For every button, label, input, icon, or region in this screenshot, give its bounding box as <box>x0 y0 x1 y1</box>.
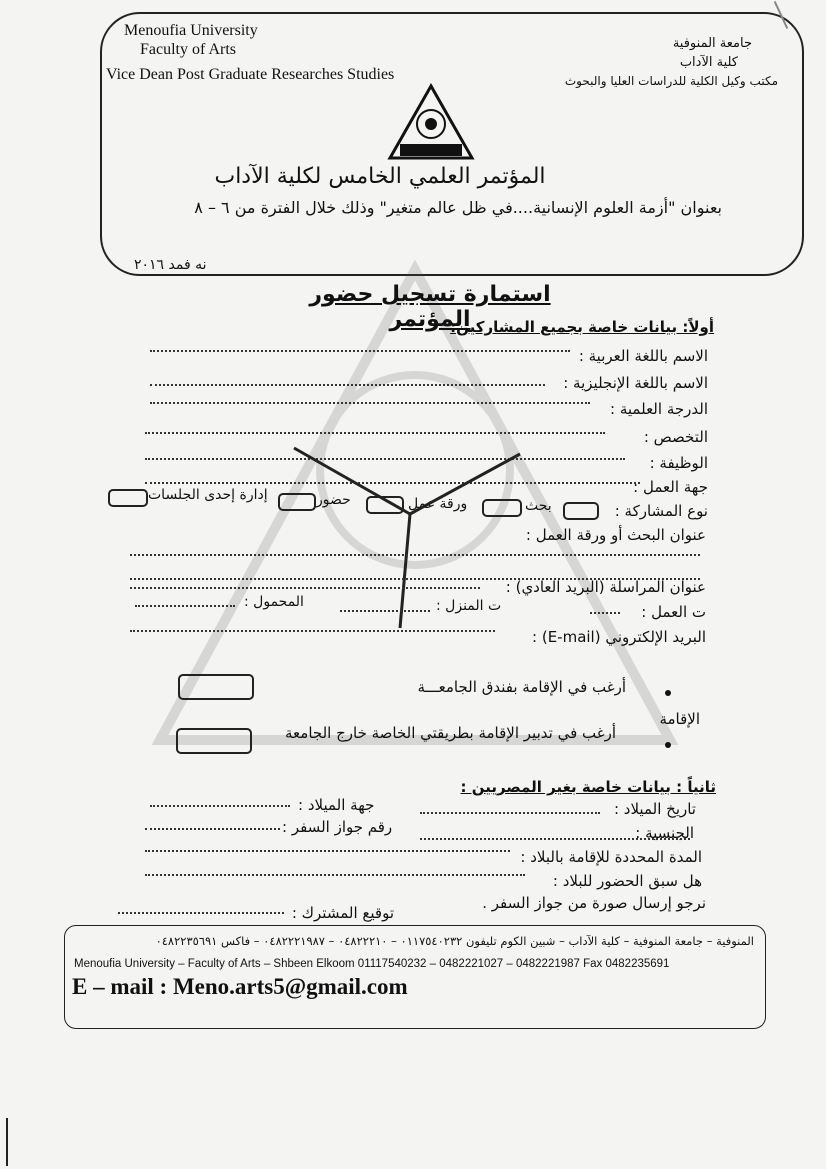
bullet <box>665 742 671 748</box>
footer-email: E – mail : Meno.arts5@gmail.com <box>72 974 408 999</box>
field-nationality[interactable] <box>420 838 690 840</box>
label-birth-date: تاريخ الميلاد : <box>613 800 696 818</box>
label-paper-title: عنوان البحث أو ورقة العمل : <box>525 526 706 544</box>
checkbox-research[interactable] <box>563 502 599 520</box>
field-mobile[interactable] <box>135 605 235 607</box>
option-research-label: بحث <box>525 498 552 514</box>
note-passport-copy: نرجو إرسال صورة من جواز السفر . <box>482 894 706 912</box>
option-session-label: إدارة إحدى الجلسات <box>148 487 268 503</box>
label-name-arabic: الاسم باللغة العربية : <box>578 347 708 365</box>
conference-title: المؤتمر العلمي الخامس لكلية الآداب <box>214 164 546 189</box>
label-previous-visit: هل سبق الحضور للبلاد : <box>552 872 702 890</box>
field-postal-address[interactable] <box>130 587 480 589</box>
conference-date: نه فمد ٢٠١٦ <box>134 257 207 273</box>
checkbox-extra[interactable] <box>108 489 148 507</box>
footer-arabic-contact: المنوفية – جامعة المنوفية – كلية الآداب – شبين الكوم تليفون ٠١١٧٥٤٠٢٣٢ – ٠٤٨٢٢٢١٠ – ٠٤٨٢٢٢١٩٨٧ – فاكس ٠٤٨٢٢٣٥٦٩١ <box>155 934 754 948</box>
header-ar-university: جامعة المنوفية <box>672 36 752 51</box>
field-work-phone[interactable] <box>590 612 620 614</box>
header-ar-office: مكتب وكيل الكلية للدراسات العليا والبحوث <box>564 74 778 88</box>
label-hotel: أرغب في الإقامة بفندق الجامعـــة <box>417 678 626 696</box>
field-name-english[interactable] <box>150 384 545 386</box>
option-paper-label: ورقة عمل <box>408 496 468 512</box>
section-2-heading: ثانياً : بيانات خاصة بغير المصريين : <box>460 778 716 796</box>
checkbox-hotel[interactable] <box>178 674 254 700</box>
field-specialty[interactable] <box>145 432 605 434</box>
checkbox-self-accommodation[interactable] <box>176 728 252 754</box>
option-attend-label: حضور <box>316 492 351 508</box>
field-email[interactable] <box>130 630 495 632</box>
header-en-faculty: Faculty of Arts <box>140 41 236 58</box>
field-paper-title-1[interactable] <box>130 554 700 556</box>
form-title: استمارة تسجيل حضور المؤتمر <box>309 282 551 332</box>
label-specialty: التخصص : <box>643 428 708 446</box>
label-degree: الدرجة العلمية : <box>610 400 708 418</box>
field-name-arabic[interactable] <box>150 350 570 352</box>
label-postal-address: عنوان المراسلة (البريد العادي) : <box>505 578 706 596</box>
header-ar-faculty: كلية الآداب <box>679 55 738 70</box>
field-birth-date[interactable] <box>420 812 600 814</box>
label-job: الوظيفة : <box>649 454 708 472</box>
bullet <box>665 690 671 696</box>
label-work-phone: ت العمل : <box>641 603 706 621</box>
footer-english-contact: Menoufia University – Faculty of Arts – Shbeen Elkoom 01117540232 – 0482221027 – 0482221987 Fax 0482235691 <box>74 958 670 970</box>
label-stay-duration: المدة المحددة للإقامة بالبلاد : <box>520 848 702 866</box>
university-logo <box>386 82 476 168</box>
field-previous-visit[interactable] <box>145 874 525 876</box>
header-en-university: Menoufia University <box>124 22 258 39</box>
section-1-heading: أولاً: بيانات خاصة بجميع المشاركين: <box>450 318 714 336</box>
scan-mark <box>6 1118 8 1166</box>
label-signature: توقيع المشترك : <box>291 904 394 922</box>
field-signature[interactable] <box>118 912 284 914</box>
field-birth-place[interactable] <box>150 805 290 807</box>
label-home-phone: ت المنزل : <box>436 598 502 614</box>
field-degree[interactable] <box>150 402 590 404</box>
label-mobile: المحمول : <box>244 594 304 610</box>
label-accommodation: الإقامة <box>659 710 700 728</box>
field-home-phone[interactable] <box>340 610 430 612</box>
label-passport: رقم جواز السفر : <box>282 818 393 836</box>
label-nationality: الجنسية : <box>635 824 694 842</box>
label-participation-type: نوع المشاركة : <box>614 502 708 520</box>
field-stay-duration[interactable] <box>145 850 510 852</box>
label-birth-place: جهة الميلاد : <box>298 796 375 814</box>
header-en-office: Vice Dean Post Graduate Researches Studies <box>106 66 395 83</box>
label-email: البريد الإلكتروني (E-mail) : <box>532 628 706 646</box>
label-employer: جهة العمل : <box>633 478 708 496</box>
conference-subtitle: بعنوان "أزمة العلوم الإنسانية....في ظل عالم متغير" وذلك خلال الفترة من ٦ – ٨ <box>194 198 722 217</box>
label-name-english: الاسم باللغة الإنجليزية : <box>563 374 708 392</box>
label-self-accommodation: أرغب في تدبير الإقامة بطريقتي الخاصة خارج الجامعة <box>285 724 616 742</box>
field-passport[interactable] <box>145 828 280 830</box>
